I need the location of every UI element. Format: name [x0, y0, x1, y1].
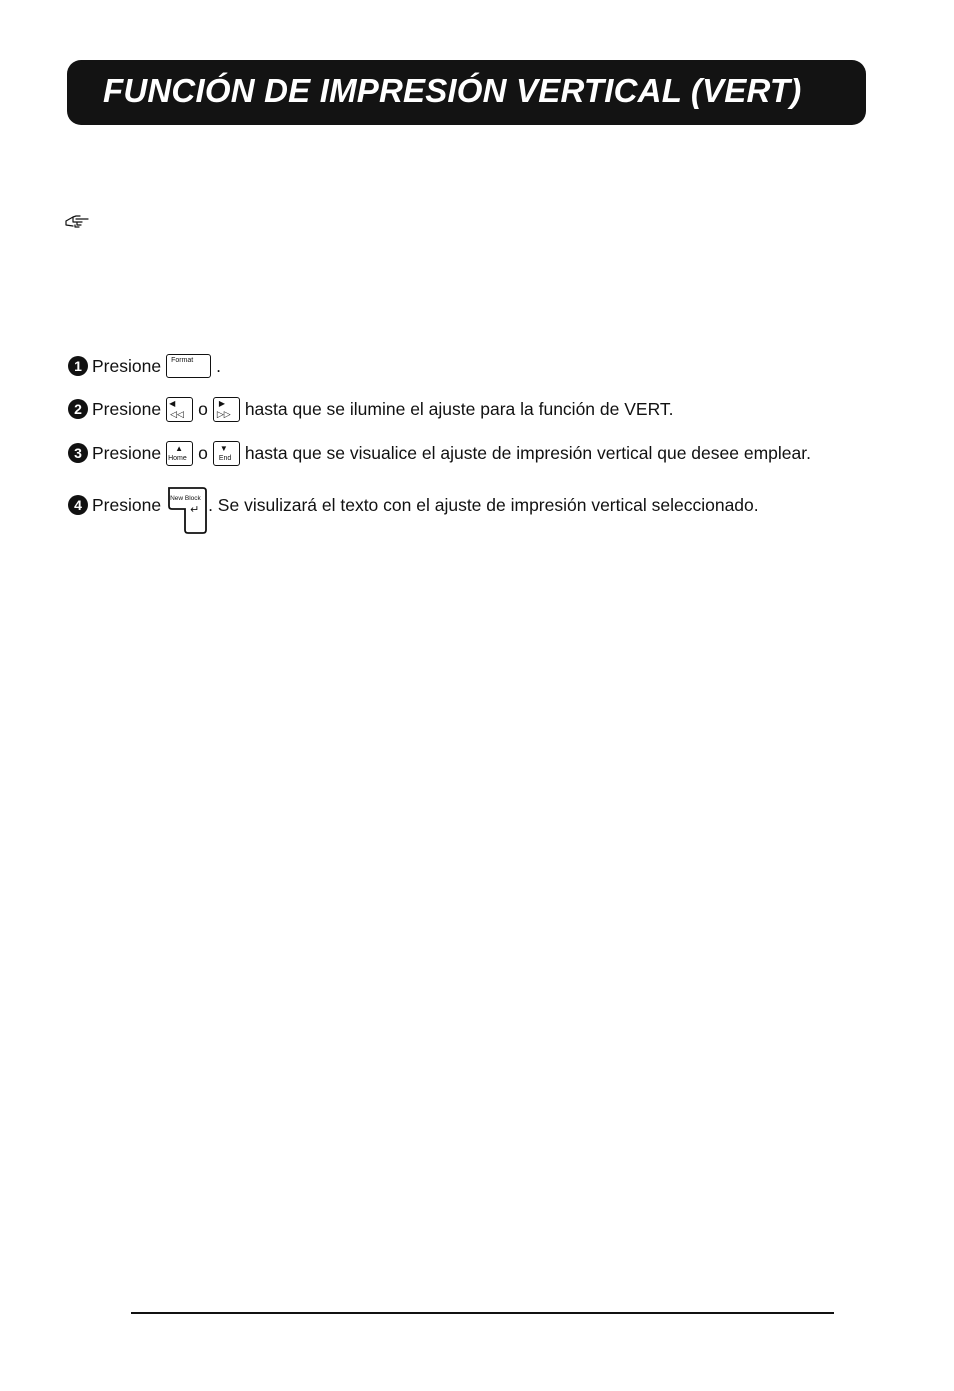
- up-arrow-icon: ▲: [175, 443, 183, 453]
- step-text-prefix: Presione: [92, 355, 162, 376]
- section-title-banner: [67, 60, 866, 125]
- step-text-prefix: Presione: [92, 494, 162, 515]
- step-connector: o: [198, 442, 208, 463]
- step-text-prefix: Presione: [92, 442, 162, 463]
- step-number: 4: [68, 495, 88, 515]
- step-text-suffix: . Se visulizará el texto con el ajuste de impresión vertical seleccionado.: [208, 494, 759, 515]
- double-left-arrow-icon: ◁◁: [170, 408, 184, 419]
- enter-key-outline: [166, 485, 208, 535]
- enter-arrow-icon: ↵: [190, 504, 200, 516]
- step-text-suffix: hasta que se ilumine el ajuste para la función de VERT.: [244, 398, 674, 419]
- format-key: [166, 354, 211, 378]
- down-arrow-icon: ▼: [219, 443, 228, 453]
- step-2: [68, 394, 674, 424]
- right-arrow-icon: ▶: [218, 398, 225, 408]
- step-text-suffix: .: [216, 355, 221, 376]
- footer-divider: [131, 1312, 834, 1314]
- new-block-key: [166, 485, 208, 525]
- step-4: [68, 480, 759, 530]
- new-block-key-label: New Block: [170, 495, 201, 502]
- step-number: 2: [68, 399, 88, 419]
- step-connector: o: [198, 398, 208, 419]
- step-number: 3: [68, 443, 88, 463]
- page-title: FUNCIÓN DE IMPRESIÓN VERTICAL (VERT): [103, 72, 802, 109]
- home-key-label: Home: [168, 454, 187, 462]
- step-1: [68, 351, 221, 381]
- step-3: [68, 438, 811, 468]
- end-key-label: End: [218, 454, 232, 462]
- double-right-arrow-icon: ▷▷: [216, 408, 231, 419]
- step-text-prefix: Presione: [92, 398, 162, 419]
- end-key: [213, 441, 240, 466]
- step-number: 1: [68, 356, 88, 376]
- pointing-hand-icon: [64, 212, 90, 233]
- right-arrow-key: [213, 397, 240, 422]
- left-arrow-key: [166, 397, 193, 422]
- step-text-suffix: hasta que se visualice el ajuste de impresión vertical que desee emplear.: [244, 442, 811, 463]
- format-key-label: Format: [171, 357, 194, 364]
- home-key: [166, 441, 193, 466]
- left-arrow-icon: ◀: [169, 398, 176, 408]
